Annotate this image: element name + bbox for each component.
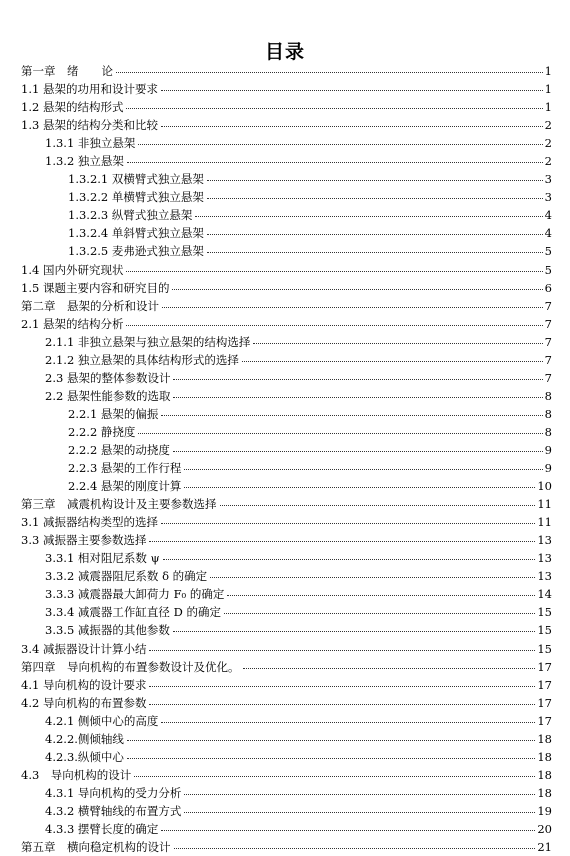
dot-leader — [161, 522, 535, 524]
toc-entry[interactable] — [0, 513, 570, 531]
toc-entry[interactable] — [0, 333, 570, 351]
toc-entry[interactable] — [0, 224, 570, 242]
dot-leader — [253, 342, 542, 344]
toc-entry-page-number: 15 — [537, 641, 552, 656]
toc-entry-page-number: 9 — [544, 461, 552, 476]
toc-entry-page-number: 7 — [544, 334, 552, 349]
toc-entry-label: 3.3 减振器主要参数选择 — [21, 533, 147, 548]
toc-entry-label: 第三章 减震机构设计及主要参数选择 — [21, 497, 217, 512]
toc-entry-label: 4.2 导向机构的布置参数 — [21, 695, 147, 710]
toc-entry-label: 3.4 减振器设计计算小结 — [21, 641, 147, 656]
dot-leader — [207, 179, 543, 181]
dot-leader — [243, 667, 536, 669]
toc-entry-label: 4.1 导向机构的设计要求 — [21, 677, 147, 692]
dot-leader — [149, 703, 535, 705]
toc-entry-label: 4.2.3.纵倾中心 — [45, 749, 124, 764]
toc-entry[interactable] — [0, 658, 570, 676]
toc-entry-label: 3.3.5 减振器的其他参数 — [45, 623, 170, 638]
toc-entry-page-number: 8 — [544, 388, 552, 403]
dot-leader — [242, 360, 543, 362]
toc-entry-label: 2.2.3 悬架的工作行程 — [68, 461, 182, 476]
toc-entry-label: 1.5 课题主要内容和研究目的 — [21, 280, 170, 295]
toc-entry-label: 1.3 悬架的结构分类和比较 — [21, 118, 158, 133]
toc-entry-label: 1.2 悬架的结构形式 — [21, 100, 124, 115]
toc-entry-label: 1.3.1 非独立悬架 — [45, 136, 136, 151]
toc-entry-page-number: 8 — [544, 406, 552, 421]
toc-entry[interactable] — [0, 603, 570, 621]
toc-entry-page-number: 17 — [537, 713, 552, 728]
toc-entry-page-number: 15 — [537, 623, 552, 638]
dot-leader — [184, 811, 535, 813]
toc-entry[interactable] — [0, 549, 570, 567]
toc-entry[interactable] — [0, 730, 570, 748]
toc-entry-page-number: 5 — [544, 262, 552, 277]
toc-entry[interactable] — [0, 459, 570, 477]
dot-leader — [126, 324, 542, 326]
dot-leader — [127, 161, 543, 163]
dot-leader — [207, 251, 543, 253]
toc-entry[interactable] — [0, 279, 570, 297]
dot-leader — [161, 721, 535, 723]
dot-leader — [149, 685, 535, 687]
dot-leader — [134, 775, 535, 777]
toc-entry-page-number: 11 — [537, 515, 552, 530]
toc-entry-label: 2.2.2 静挠度 — [68, 424, 136, 439]
toc-entry[interactable] — [0, 242, 570, 260]
toc-entry-label: 1.3.2.2 单横臂式独立悬架 — [68, 190, 204, 205]
toc-entry-label: 2.1.1 非独立悬架与独立悬架的结构选择 — [45, 334, 251, 349]
toc-entry-page-number: 17 — [537, 677, 552, 692]
toc-entry-page-number: 1 — [544, 100, 552, 115]
toc-entry-label: 2.2 悬架性能参数的选取 — [45, 388, 171, 403]
toc-entry[interactable] — [0, 694, 570, 712]
toc-entry-label: 2.1 悬架的结构分析 — [21, 316, 124, 331]
dot-leader — [173, 378, 542, 380]
dot-leader — [163, 558, 536, 560]
dot-leader — [195, 215, 542, 217]
toc-entry-page-number: 2 — [544, 136, 552, 151]
toc-entry[interactable] — [0, 495, 570, 513]
toc-entry-page-number: 2 — [544, 118, 552, 133]
dot-leader — [220, 504, 536, 506]
dot-leader — [173, 630, 535, 632]
dot-leader — [126, 270, 542, 272]
dot-leader — [138, 143, 542, 145]
toc-entry[interactable] — [0, 820, 570, 838]
toc-entry-label: 1.3.2.5 麦弗逊式独立悬架 — [68, 244, 204, 259]
dot-leader — [138, 432, 542, 434]
dot-leader — [207, 197, 543, 199]
toc-entry-page-number: 7 — [544, 298, 552, 313]
toc-entry[interactable] — [0, 261, 570, 279]
dot-leader — [207, 233, 543, 235]
toc-entry-label: 2.2.2 悬架的动挠度 — [68, 442, 170, 457]
dot-leader — [210, 576, 535, 578]
toc-entry-page-number: 4 — [544, 226, 552, 241]
toc-entry-page-number: 3 — [544, 172, 552, 187]
toc-entry-label: 1.3.2 独立悬架 — [45, 154, 124, 169]
dot-leader — [224, 612, 535, 614]
toc-entry-page-number: 17 — [537, 695, 552, 710]
dot-leader — [172, 288, 542, 290]
toc-entry-label: 4.3 导向机构的设计 — [21, 767, 132, 782]
toc-entry[interactable] — [0, 676, 570, 694]
toc-entry[interactable] — [0, 351, 570, 369]
toc-entry[interactable] — [0, 369, 570, 387]
toc-entry-page-number: 13 — [537, 569, 552, 584]
toc-list — [0, 62, 570, 856]
toc-entry-page-number: 1 — [544, 82, 552, 97]
toc-entry-label: 2.1.2 独立悬架的具体结构形式的选择 — [45, 352, 239, 367]
dot-leader — [161, 829, 535, 831]
dot-leader — [162, 306, 543, 308]
toc-entry[interactable] — [0, 206, 570, 224]
toc-entry[interactable] — [0, 712, 570, 730]
toc-entry[interactable] — [0, 748, 570, 766]
toc-entry-page-number: 11 — [537, 497, 552, 512]
toc-entry-page-number: 13 — [537, 551, 552, 566]
toc-entry-page-number: 1 — [544, 64, 552, 78]
toc-entry-label: 4.3.2 横臂轴线的布置方式 — [45, 803, 182, 818]
toc-entry-label: 2.2.4 悬架的刚度计算 — [68, 479, 182, 494]
dot-leader — [126, 107, 542, 109]
toc-entry-label: 第五章 横向稳定机构的设计 — [21, 840, 171, 855]
toc-entry-label: 4.3.1 导向机构的受力分析 — [45, 785, 182, 800]
dot-leader — [149, 649, 535, 651]
dot-leader — [161, 125, 543, 127]
toc-entry[interactable] — [0, 170, 570, 188]
toc-entry-label: 3.3.2 减震器阻尼系数 δ 的确定 — [45, 569, 208, 584]
toc-entry-page-number: 7 — [544, 370, 552, 385]
toc-entry[interactable] — [0, 640, 570, 658]
dot-leader — [174, 847, 536, 849]
toc-entry[interactable] — [0, 80, 570, 98]
toc-entry[interactable] — [0, 441, 570, 459]
toc-entry[interactable] — [0, 585, 570, 603]
toc-entry-page-number: 6 — [544, 280, 552, 295]
toc-entry-page-number: 3 — [544, 190, 552, 205]
toc-entry-page-number: 18 — [537, 767, 552, 782]
toc-entry[interactable] — [0, 315, 570, 333]
toc-entry[interactable] — [0, 134, 570, 152]
toc-entry-label: 3.3.4 减震器工作缸直径 D 的确定 — [45, 605, 221, 620]
toc-entry[interactable] — [0, 766, 570, 784]
toc-entry-label: 3.3.1 相对阻尼系数 ψ — [45, 551, 160, 566]
toc-entry-page-number: 8 — [544, 424, 552, 439]
toc-entry-page-number: 10 — [537, 479, 552, 494]
toc-entry[interactable] — [0, 297, 570, 315]
dot-leader — [227, 594, 535, 596]
toc-entry[interactable] — [0, 802, 570, 820]
toc-entry[interactable] — [0, 116, 570, 134]
toc-entry-label: 3.3.3 减震器最大卸荷力 F₀ 的确定 — [45, 587, 225, 602]
dot-leader — [149, 540, 535, 542]
toc-entry[interactable] — [0, 405, 570, 423]
dot-leader — [173, 396, 542, 398]
toc-entry-label: 第四章 导向机构的布置参数设计及优化。 — [21, 659, 240, 674]
toc-entry[interactable] — [0, 423, 570, 441]
toc-entry-page-number: 18 — [537, 785, 552, 800]
toc-entry[interactable] — [0, 188, 570, 206]
dot-leader — [184, 468, 542, 470]
toc-entry-page-number: 7 — [544, 316, 552, 331]
toc-entry-page-number: 21 — [537, 840, 552, 855]
toc-entry[interactable] — [0, 98, 570, 116]
toc-entry-page-number: 13 — [537, 533, 552, 548]
toc-entry-label: 2.3 悬架的整体参数设计 — [45, 370, 171, 385]
toc-entry-label: 1.3.2.3 纵臂式独立悬架 — [68, 208, 193, 223]
toc-entry-page-number: 14 — [537, 587, 552, 602]
toc-entry-label: 第二章 悬架的分析和设计 — [21, 298, 159, 313]
toc-entry-label: 4.2.1 侧倾中心的高度 — [45, 713, 159, 728]
toc-entry-label: 第一章 绪 论 — [21, 64, 113, 78]
toc-entry-label: 4.2.2.侧倾轴线 — [45, 731, 124, 746]
toc-entry-page-number: 5 — [544, 244, 552, 259]
toc-entry[interactable] — [0, 621, 570, 639]
toc-entry[interactable] — [0, 838, 570, 856]
toc-entry-label: 1.3.2.1 双横臂式独立悬架 — [68, 172, 204, 187]
dot-leader — [184, 793, 535, 795]
toc-entry-page-number: 19 — [537, 803, 552, 818]
dot-leader — [173, 450, 543, 452]
dot-leader — [127, 739, 535, 741]
toc-entry-page-number: 18 — [537, 731, 552, 746]
toc-entry-page-number: 9 — [544, 442, 552, 457]
toc-entry-label: 2.2.1 悬架的偏振 — [68, 406, 159, 421]
dot-leader — [161, 89, 543, 91]
toc-title: 目录 — [264, 41, 305, 63]
toc-entry-label: 1.3.2.4 单斜臂式独立悬架 — [68, 226, 204, 241]
toc-entry-label: 1.1 悬架的功用和设计要求 — [21, 82, 158, 97]
dot-leader — [161, 414, 542, 416]
toc-entry-label: 3.1 减振器结构类型的选择 — [21, 515, 158, 530]
dot-leader — [184, 486, 535, 488]
toc-entry[interactable] — [0, 387, 570, 405]
dot-leader — [127, 757, 535, 759]
toc-entry[interactable] — [0, 531, 570, 549]
toc-entry[interactable] — [0, 62, 570, 80]
toc-entry-label: 4.3.3 摆臂长度的确定 — [45, 821, 159, 836]
toc-entry-page-number: 20 — [537, 821, 552, 836]
toc-entry-page-number: 7 — [544, 352, 552, 367]
toc-entry-page-number: 2 — [544, 154, 552, 169]
toc-entry[interactable] — [0, 152, 570, 170]
toc-entry-page-number: 18 — [537, 749, 552, 764]
toc-entry-label: 1.4 国内外研究现状 — [21, 262, 124, 277]
toc-entry[interactable] — [0, 567, 570, 585]
toc-entry-page-number: 17 — [537, 659, 552, 674]
toc-entry[interactable] — [0, 784, 570, 802]
toc-entry[interactable] — [0, 477, 570, 495]
dot-leader — [116, 71, 543, 73]
toc-entry-page-number: 15 — [537, 605, 552, 620]
toc-entry-page-number: 4 — [544, 208, 552, 223]
